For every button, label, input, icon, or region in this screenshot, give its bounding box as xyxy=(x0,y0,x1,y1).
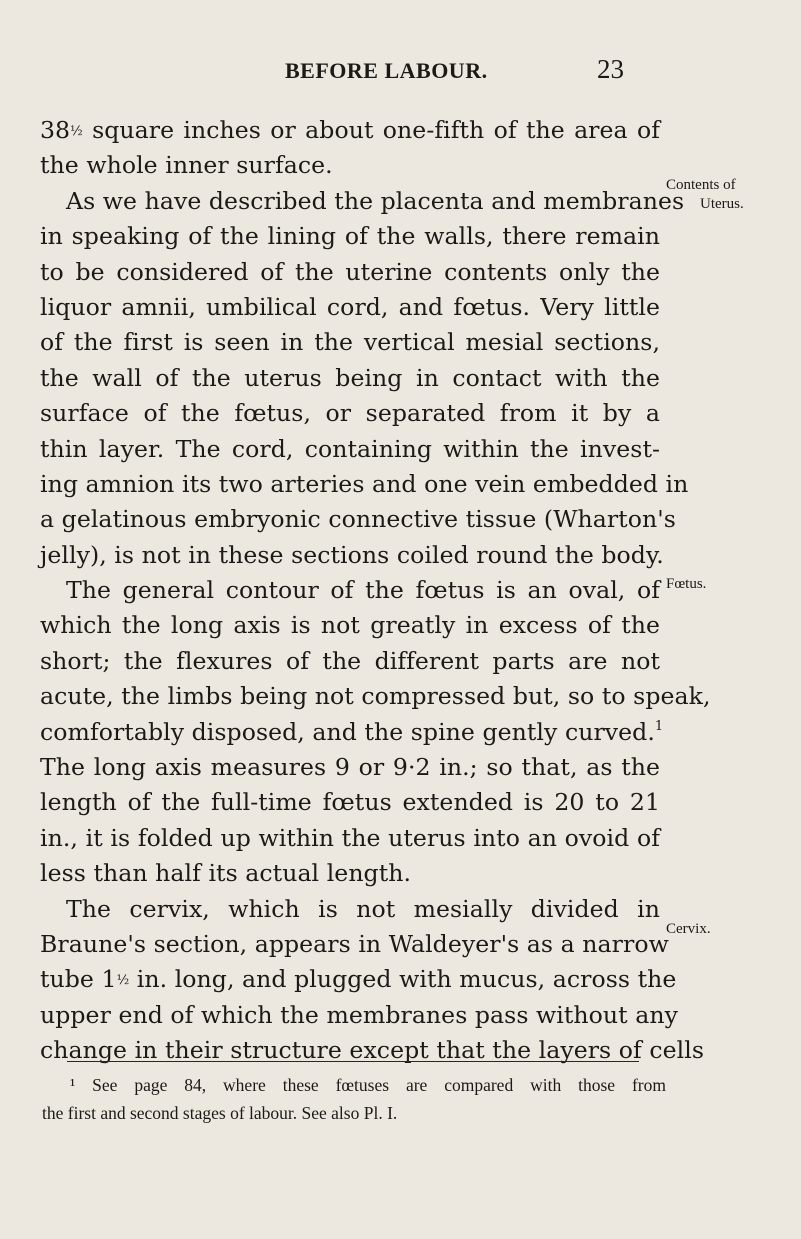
page-number: 23 xyxy=(597,54,624,84)
footnote-divider xyxy=(67,1061,639,1062)
margin-note-cervix: Cervix. xyxy=(666,921,711,937)
text-line-18: comfortably disposed, and the spine gently curved.$^1$ xyxy=(40,717,664,746)
text-line-7: of the first is seen in the vertical mesial sections, xyxy=(40,328,660,357)
text-line-4: in speaking of the lining of the walls, there remain xyxy=(40,222,660,251)
text-line-14: The general contour of the fœtus is an oval, of xyxy=(66,576,660,605)
text-line-19: The long axis measures 9 or 9·2 in.; so that, as the xyxy=(40,753,660,782)
text-line-24: Braune's section, appears in Waldeyer's as a narrow xyxy=(40,929,669,958)
text-line-25: tube 1½ in. long, and plugged with mucus, across the xyxy=(40,965,677,994)
text-line-15: which the long axis is not greatly in excess of the xyxy=(40,611,660,640)
text-line-1: 38½ square inches or about one-fifth of the area of xyxy=(40,116,660,144)
fraction-half: ½ xyxy=(70,124,83,139)
text-line-20: length of the full-time fœtus extended is 20 to 21 xyxy=(40,788,660,817)
footnotes xyxy=(42,1071,666,1127)
footnote-line-1: ¹ See page 84, where these fœtuses are compared with those from xyxy=(70,1075,666,1095)
text-line-23: The cervix, which is not mesially divided in xyxy=(66,894,660,923)
text-line-22: less than half its actual length. xyxy=(40,859,412,888)
text-line-11: ing amnion its two arteries and one vein embedded in xyxy=(40,469,689,498)
margin-note-foetus: Fœtus. xyxy=(666,576,707,592)
text-line-16: short; the flexures of the different parts are not xyxy=(40,646,660,675)
footnote-ref: 1 xyxy=(654,718,664,734)
text-line-26: upper end of which the membranes pass without any xyxy=(40,1000,678,1029)
text-line-8: the wall of the uterus being in contact with the xyxy=(40,363,660,392)
text-line-10: thin layer. The cord, containing within the invest- xyxy=(40,434,660,463)
running-head: BEFORE LABOUR. xyxy=(285,58,488,83)
text-line-13: jelly), is not in these sections coiled round the body. xyxy=(40,540,664,569)
margin-note-contents: Contents of xyxy=(666,177,736,193)
margin-note-uterus: Uterus. xyxy=(700,196,744,212)
text-line-2: the whole inner surface. xyxy=(40,151,333,180)
text-line-6: liquor amnii, umbilical cord, and fœtus. Very little xyxy=(40,292,660,321)
page-header xyxy=(0,54,801,92)
fraction-half: ½ xyxy=(116,973,130,989)
text-line-3: As we have described the placenta and membranes xyxy=(66,186,685,215)
text-line-12: a gelatinous embryonic connective tissue (Wharton's xyxy=(40,505,676,534)
text-line-21: in., it is folded up within the uterus into an ovoid of xyxy=(40,823,660,852)
footnote-line-2: the first and second stages of labour. See also Pl. I. xyxy=(42,1103,398,1123)
text-line-17: acute, the limbs being not compressed but, so to speak, xyxy=(40,682,711,711)
text-line-27: change in their structure except that the layers of cells xyxy=(40,1036,704,1065)
text-line-5: to be considered of the uterine contents only the xyxy=(40,257,660,286)
text-line-9: surface of the fœtus, or separated from it by a xyxy=(40,399,660,428)
